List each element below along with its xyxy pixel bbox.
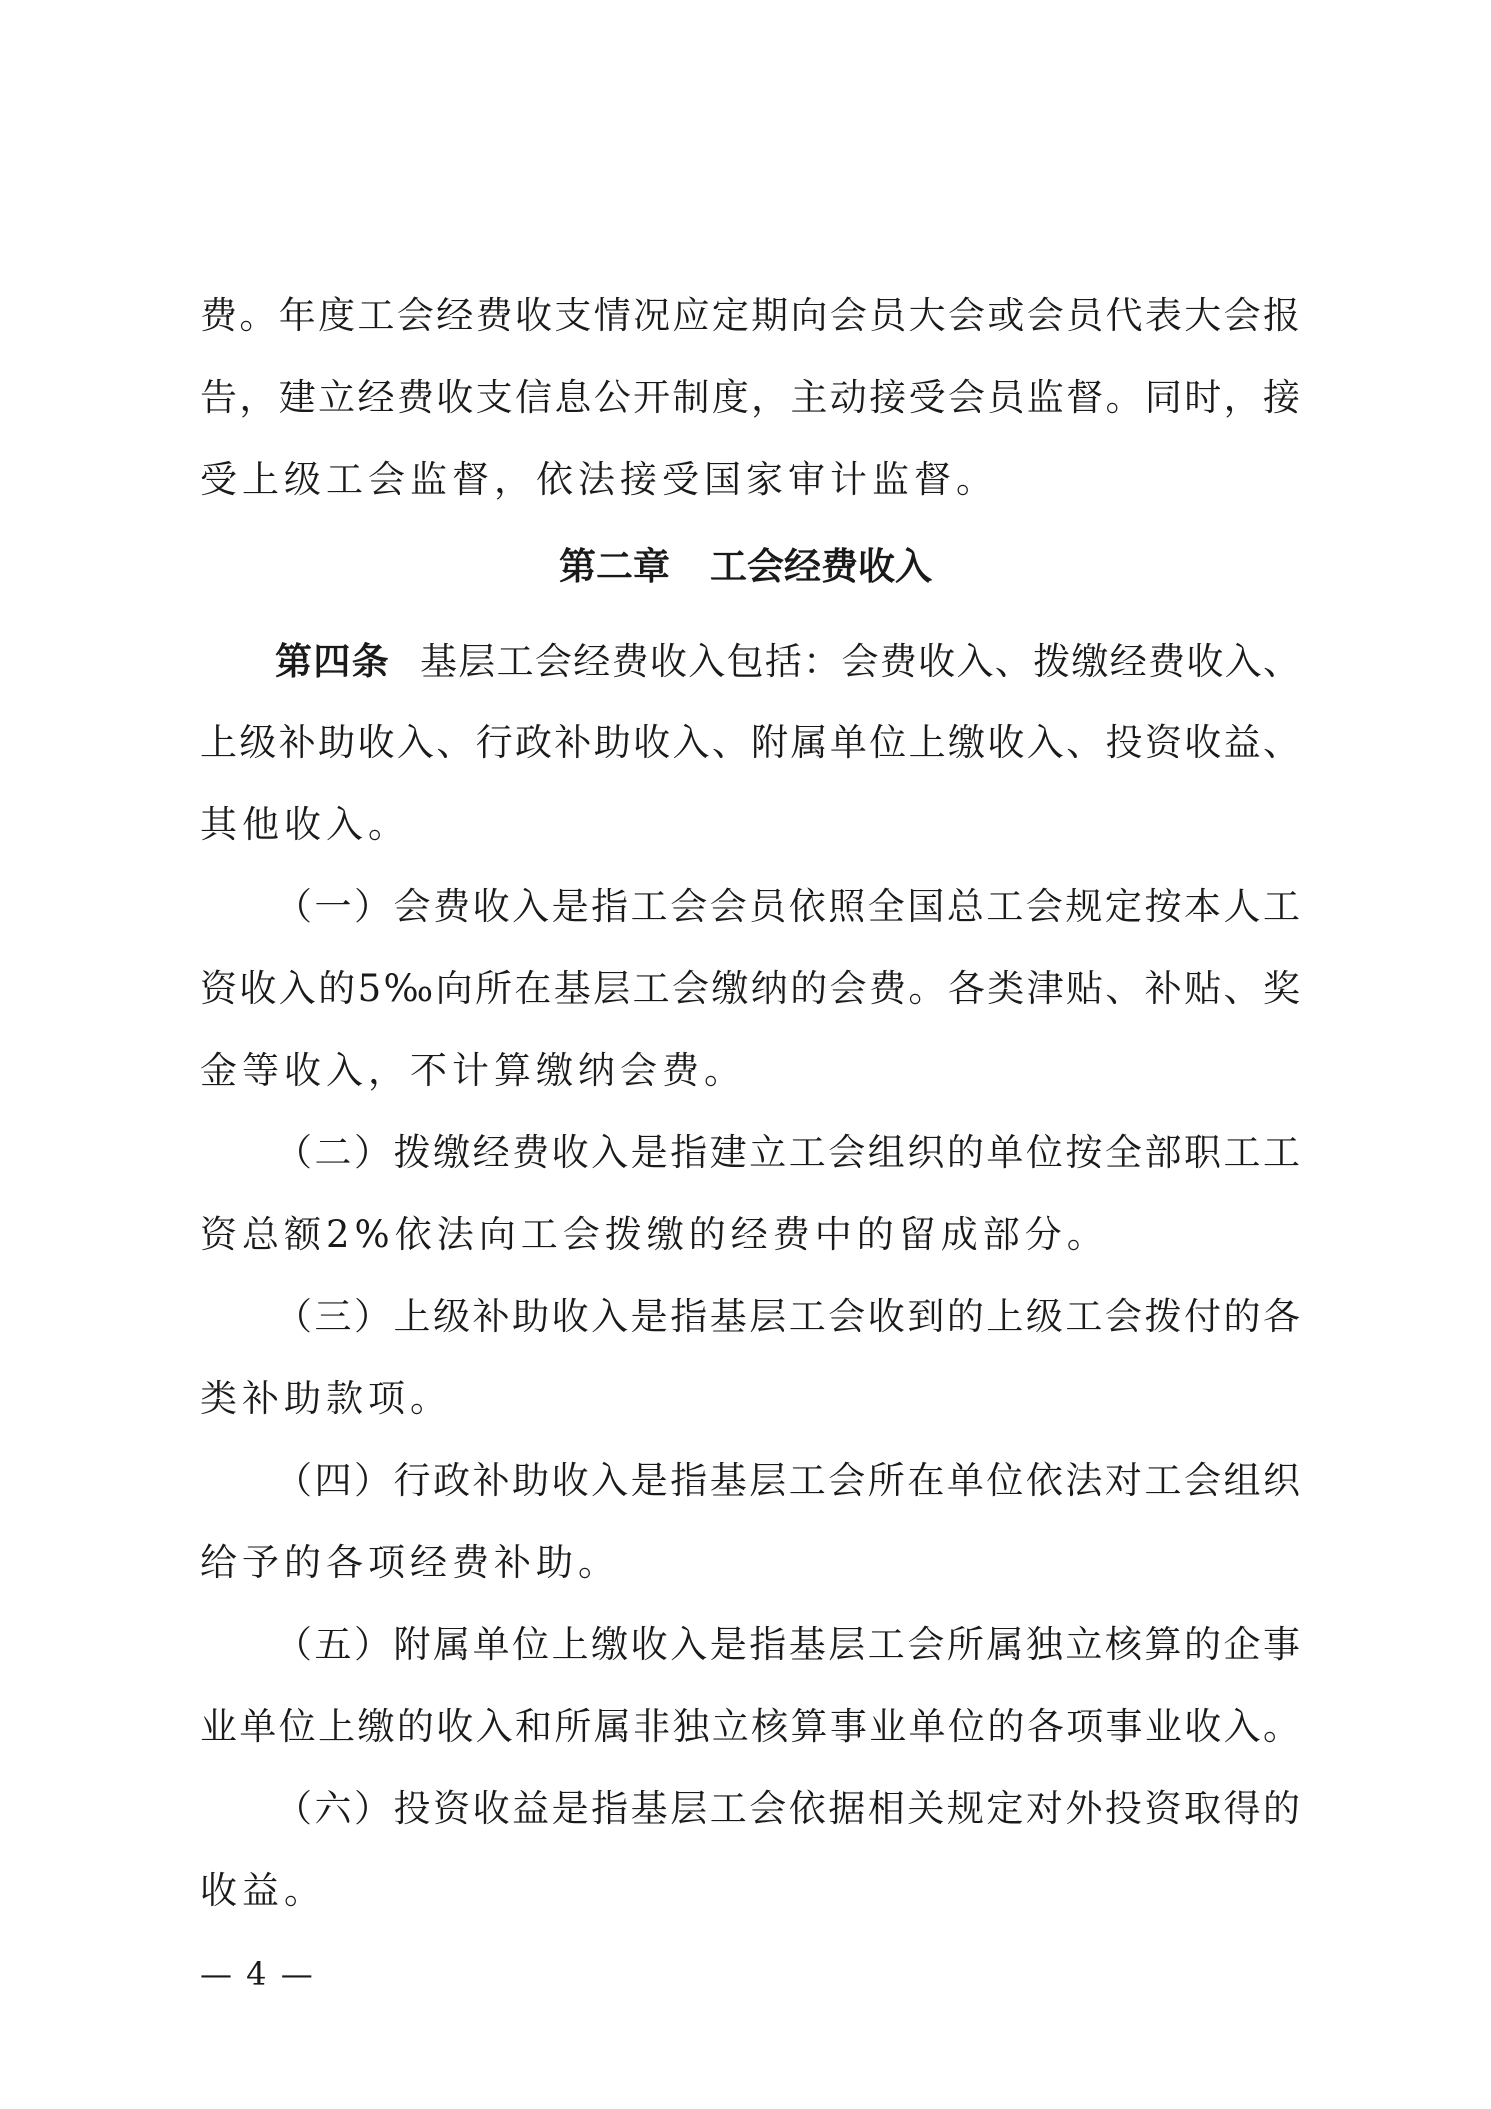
paragraph-line: 告，建立经费收支信息公开制度，主动接受会员监督。同时，接 [200, 376, 1300, 419]
paragraph-line: 上级补助收入、行政补助收入、附属单位上缴收入、投资收益、 [200, 721, 1300, 764]
list-item-line: （一）会费收入是指工会会员依照全国总工会规定按本人工 [275, 885, 1300, 928]
list-item-line: 金等收入，不计算缴纳会费。 [200, 1049, 746, 1092]
list-item-line: 业单位上缴的收入和所属非独立核算事业单位的各项事业收入。 [200, 1705, 1300, 1748]
chapter-heading [0, 542, 1491, 590]
paragraph-line: 费。年度工会经费收支情况应定期向会员大会或会员代表大会报 [200, 294, 1300, 337]
list-item-line: （二）拨缴经费收入是指建立工会组织的单位按全部职工工 [275, 1131, 1300, 1174]
list-item-line: 收益。 [200, 1869, 326, 1912]
paragraph-line: 其他收入。 [200, 803, 410, 846]
list-item-line: （四）行政补助收入是指基层工会所在单位依法对工会组织 [275, 1459, 1300, 1502]
list-item-line: （五）附属单位上缴收入是指基层工会所属独立核算的企事 [275, 1623, 1300, 1666]
list-item-line: 类补助款项。 [200, 1377, 452, 1420]
paragraph-line: 受上级工会监督，依法接受国家审计监督。 [200, 458, 998, 501]
list-item-line: 给予的各项经费补助。 [200, 1541, 620, 1584]
chapter-number: 第二章 [559, 544, 670, 588]
list-item-line: （六）投资收益是指基层工会依据相关规定对外投资取得的 [275, 1787, 1300, 1830]
article-line [275, 637, 1300, 685]
page-number: — 4 — [200, 1955, 315, 1993]
list-item-line: 资收入的5‰向所在基层工会缴纳的会费。各类津贴、补贴、奖 [200, 967, 1300, 1010]
chapter-title: 工会经费收入 [710, 544, 932, 588]
list-item-line: 资总额2%依法向工会拨缴的经费中的留成部分。 [200, 1213, 1109, 1256]
article-text: 基层工会经费收入包括：会费收入、拨缴经费收入、 [419, 640, 1301, 683]
list-item-line: （三）上级补助收入是指基层工会收到的上级工会拨付的各 [275, 1295, 1300, 1338]
article-heading: 第四条 [275, 639, 390, 683]
